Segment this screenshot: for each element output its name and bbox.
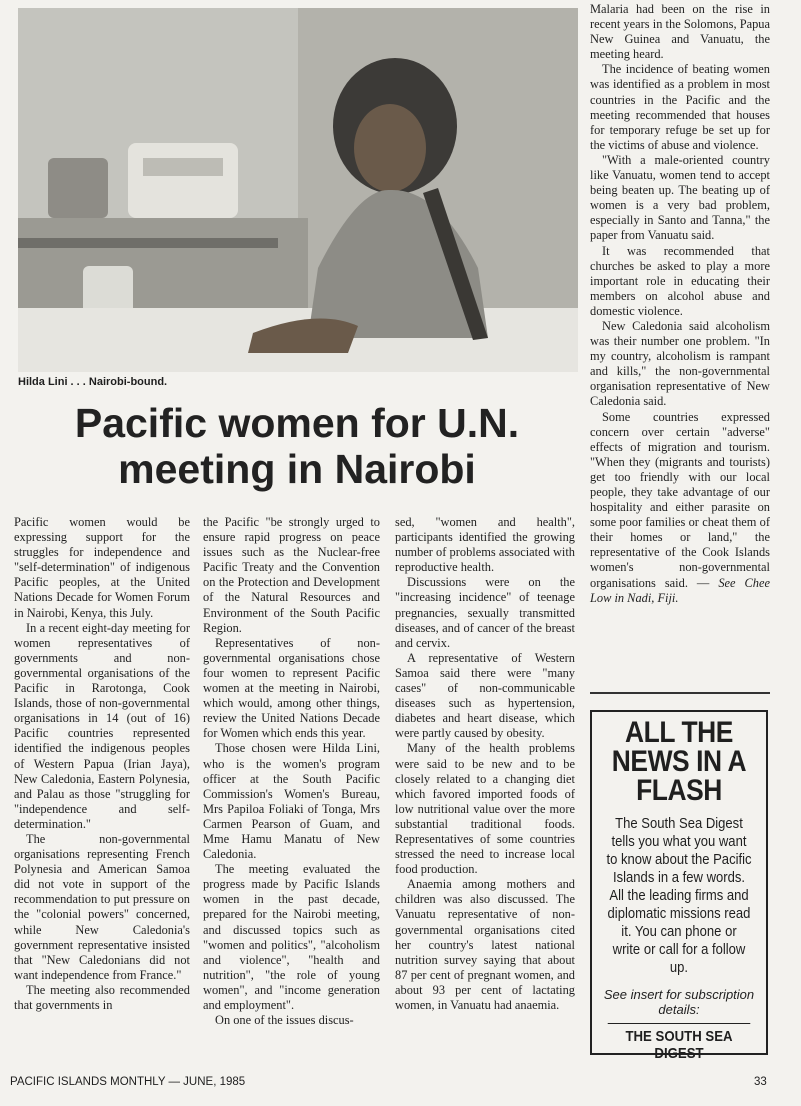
ad-note: See insert for subscription details: xyxy=(603,987,755,1017)
article-column-1 xyxy=(14,515,190,1013)
paragraph: The non-governmental organisations representing French Polynesia and American Samoa did not vote in support of the recommendation to put pressure on the "colonial powers" concerned, while New Caledonia's government representative insisted that "New Caledonians did not want independence from France." xyxy=(14,831,190,982)
page-number: 33 xyxy=(754,1076,767,1088)
article-column-4 xyxy=(590,2,770,606)
paragraph: Pacific women would be expressing support for the struggles for independence and "self-determination" of indigenous Pacific peoples, at the United Nations Decade for Women Forum in Nairobi, Kenya, this July. xyxy=(14,515,190,620)
photo-caption: Hilda Lini . . . Nairobi-bound. xyxy=(18,376,168,388)
paragraph: Representatives of non-governmental organisations chose four women to represent Pacific women at the meeting in Nairobi, which would, among other things, review the United Nations Decade for Women which ends this year. xyxy=(203,635,380,741)
paragraph: Discussions were on the "increasing incidence" of teenage pregnancies, sexually transmitted diseases, and of cancer of the breast and cervix. xyxy=(395,575,575,650)
paragraph: Many of the health problems were said to be new and to be closely related to a changing diet which favored imported foods of low nutritional value over the more substantial traditional foods. Representatives of some countries stressed the need to increase local food production. xyxy=(395,741,575,877)
paragraph: The meeting also recommended that governments in xyxy=(14,982,190,1012)
paragraph: The meeting evaluated the progress made by Pacific Islands women in the past decade, prepared for the Nairobi meeting, and discussed topics such as "women and politics", "alcoholism and violence", "health and nutrition", "the role of young women", and "income generation and employment". xyxy=(203,862,380,1012)
page-footer: PACIFIC ISLANDS MONTHLY — JUNE, 1985 xyxy=(10,1076,246,1088)
article-column-2 xyxy=(203,515,380,1028)
paragraph: The incidence of beating women was identified as a problem in most countries in the Pacific and the meeting recommended that houses for temporary refuge be set up for the victims of abuse and violence. xyxy=(590,62,770,152)
cross-reference: See Chee Low in Nadi, Fiji. xyxy=(590,575,770,605)
paragraph-with-reference xyxy=(590,410,770,606)
paragraph: "With a male-oriented country like Vanuatu, women tend to accept being beaten up. The beating up of women is a very bad problem, especially in Santo and Tanna," the paper from Vanuatu said. xyxy=(590,152,770,243)
paragraph: sed, "women and health", participants identified the growing number of problems associated with reproductive health. xyxy=(395,515,575,575)
paragraph: Anaemia among mothers and children was also discussed. The Vanuatu representative of non-governmental organisations cited her country's latest national nutrition survey saying that about 87 per cent of pregnant women, and about 93 per cent of lactating women, in Vanuatu had anaemia. xyxy=(395,877,575,1012)
ad-publication-name: THE SOUTH SEA DIGEST xyxy=(608,1023,751,1062)
paragraph: New Caledonia said alcoholism was their number one problem. "In my country, alcoholism is rampant and kills," the non-governmental organisation representative of New Caledonia said. xyxy=(590,318,770,409)
paragraph: the Pacific "be strongly urged to ensure rapid progress on peace issues such as the Nuclear-free Pacific Treaty and the Convention on the Protection and Development of the Natural Resources and Environment of the South Pacific Region. xyxy=(203,515,380,635)
paragraph: Some countries expressed concern over certain "adverse" effects of migration and tourism. "When they (migrants and tourists) get too friendly with our local people, they take advantage of our hospitality and either parasite on some poor families or cheat them of their homes or land," the representative of the Cook Islands women's non-governmental organisations said. — xyxy=(590,409,770,590)
paragraph: In a recent eight-day meeting for women representatives of governments and non-governmental organisations of the Pacific in Rarotonga, Cook Islands, those of non-governmental organisations in 14 (out of 16) Pacific countries represented identified the indigenous peoples of Western Papua (Irian Jaya), New Caledonia, Eastern Polynesia, and Palau as those "struggling for "independence and self-determination." xyxy=(14,620,190,831)
article-column-3 xyxy=(395,515,575,1013)
paragraph: Malaria had been on the rise in recent years in the Solomons, Papua New Guinea and Vanuatu, the meeting heard. xyxy=(590,2,770,62)
hilda-lini-photo xyxy=(18,8,578,372)
article-headline: Pacific women for U.N. meeting in Nairobi xyxy=(74,400,520,492)
paragraph: It was recommended that churches be asked to play a more important role in educating their members on alcohol abuse and domestic violence. xyxy=(590,243,770,318)
south-sea-digest-ad xyxy=(590,710,768,1062)
ad-headline: ALL THE NEWS IN A FLASH xyxy=(611,716,747,807)
paragraph: Those chosen were Hilda Lini, who is the women's program officer at the South Pacific Commission's Women's Bureau, Mrs Papiloa Foliaki of Tonga, Mrs Carmen Pearson of Guam, and Mme Hamu Manatu of New Caledonia. xyxy=(203,741,380,862)
ad-body: The South Sea Digest tells you what you want to know about the Pacific Islands in a few words. All the leading firms and diplomatic missions read it. You can phone or write or call for a follow up. xyxy=(606,816,752,976)
paragraph: On one of the issues discus- xyxy=(215,1013,354,1028)
column-divider xyxy=(590,692,770,694)
paragraph: A representative of Western Samoa said there were "many cases" of non-communicable diseases such as hypertension, diabetes and heart disease, which were partly caused by obesity. xyxy=(395,650,575,741)
photo-illustration xyxy=(18,8,578,372)
